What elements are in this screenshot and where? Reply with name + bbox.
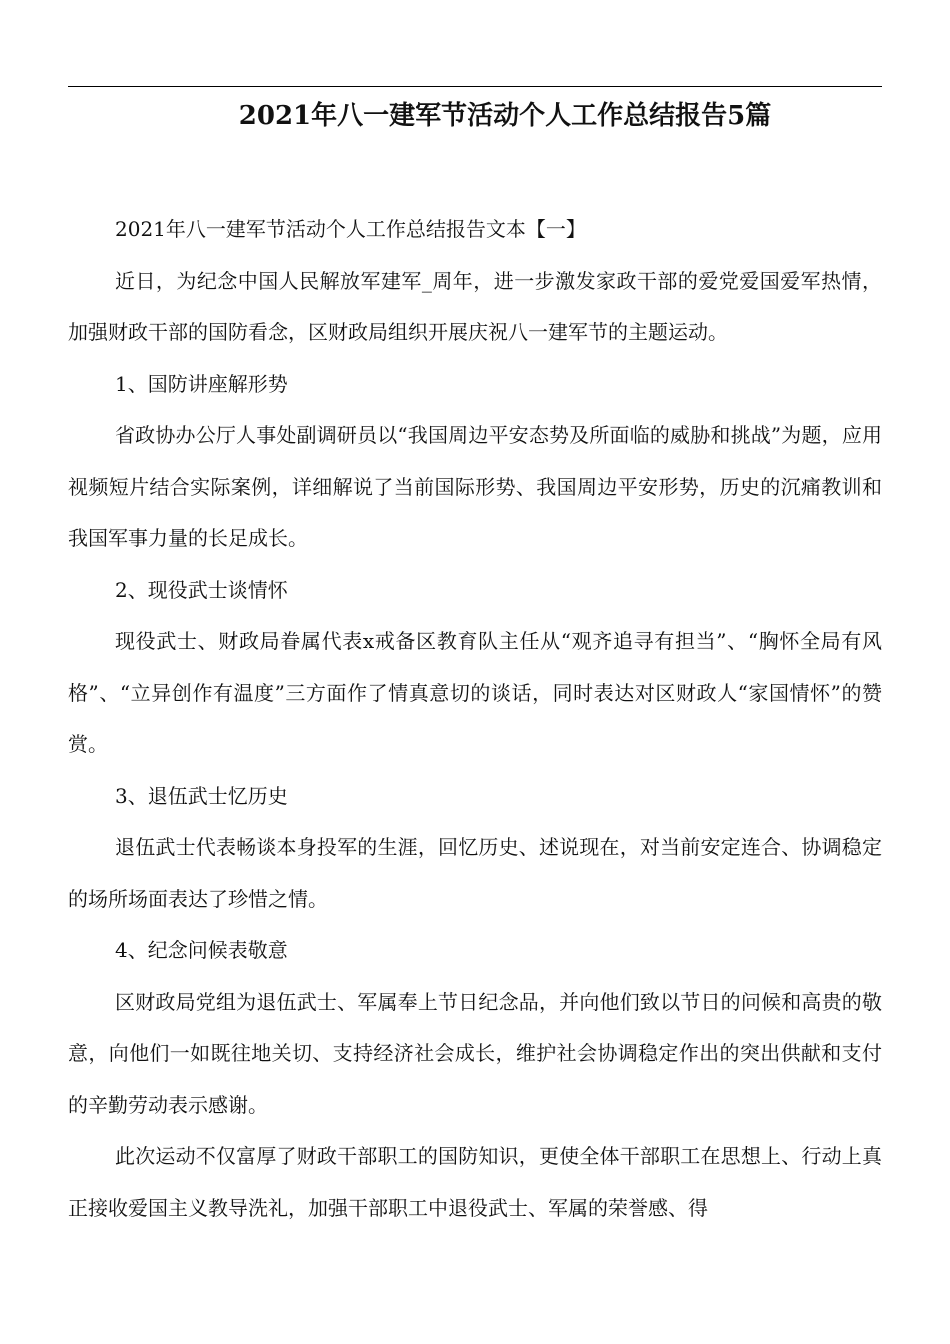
subheading: 2、现役武士谈情怀	[115, 577, 288, 602]
subheading: 1、国防讲座解形势	[115, 371, 288, 396]
subheading: 3、退伍武士忆历史	[115, 783, 288, 808]
section-heading: 2021年八一建军节活动个人工作总结报告文本【一】	[115, 217, 586, 241]
subheading: 4、纪念问候表敬意	[115, 938, 288, 962]
header-rule	[68, 86, 882, 87]
body-paragraph: 省政协办公厅人事处副调研员以“我国周边平安态势及所面临的威胁和挑战”为题，应用视频短片结合实际案例，详细解说了当前国际形势、我国周边平安形势，历史的沉痛教训和我国军事力量的长足成长。	[68, 423, 882, 550]
document-body	[68, 204, 882, 1234]
document-title: 2021年八一建军节活动个人工作总结报告5篇	[238, 101, 772, 131]
body-paragraph: 近日，为纪念中国人民解放军建军_周年，进一步激发家政干部的爱党爱国爱军热情，加强财政干部的国防看念，区财政局组织开展庆祝八一建军节的主题运动。	[68, 268, 882, 344]
body-paragraph: 区财政局党组为退伍武士、军属奉上节日纪念品，并向他们致以节日的问候和高贵的敬意，向他们一如既往地关切、支持经济社会成长，维护社会协调稳定作出的突出供献和支付的辛勤劳动表示感谢。	[68, 989, 882, 1117]
body-paragraph: 现役武士、财政局眷属代表x戒备区教育队主任从“观齐追寻有担当”、“胸怀全局有风格”、“立异创作有温度”三方面作了情真意切的谈话，同时表达对区财政人“家国情怀”的赞赏。	[68, 629, 882, 756]
body-paragraph: 此次运动不仅富厚了财政干部职工的国防知识，更使全体干部职工在思想上、行动上真正接收爱国主义教导洗礼，加强干部职工中退役武士、军属的荣誉感、得	[68, 1144, 882, 1220]
body-paragraph: 退伍武士代表畅谈本身投军的生涯，回忆历史、述说现在，对当前安定连合、协调稳定的场所场面表达了珍惜之情。	[68, 835, 882, 911]
